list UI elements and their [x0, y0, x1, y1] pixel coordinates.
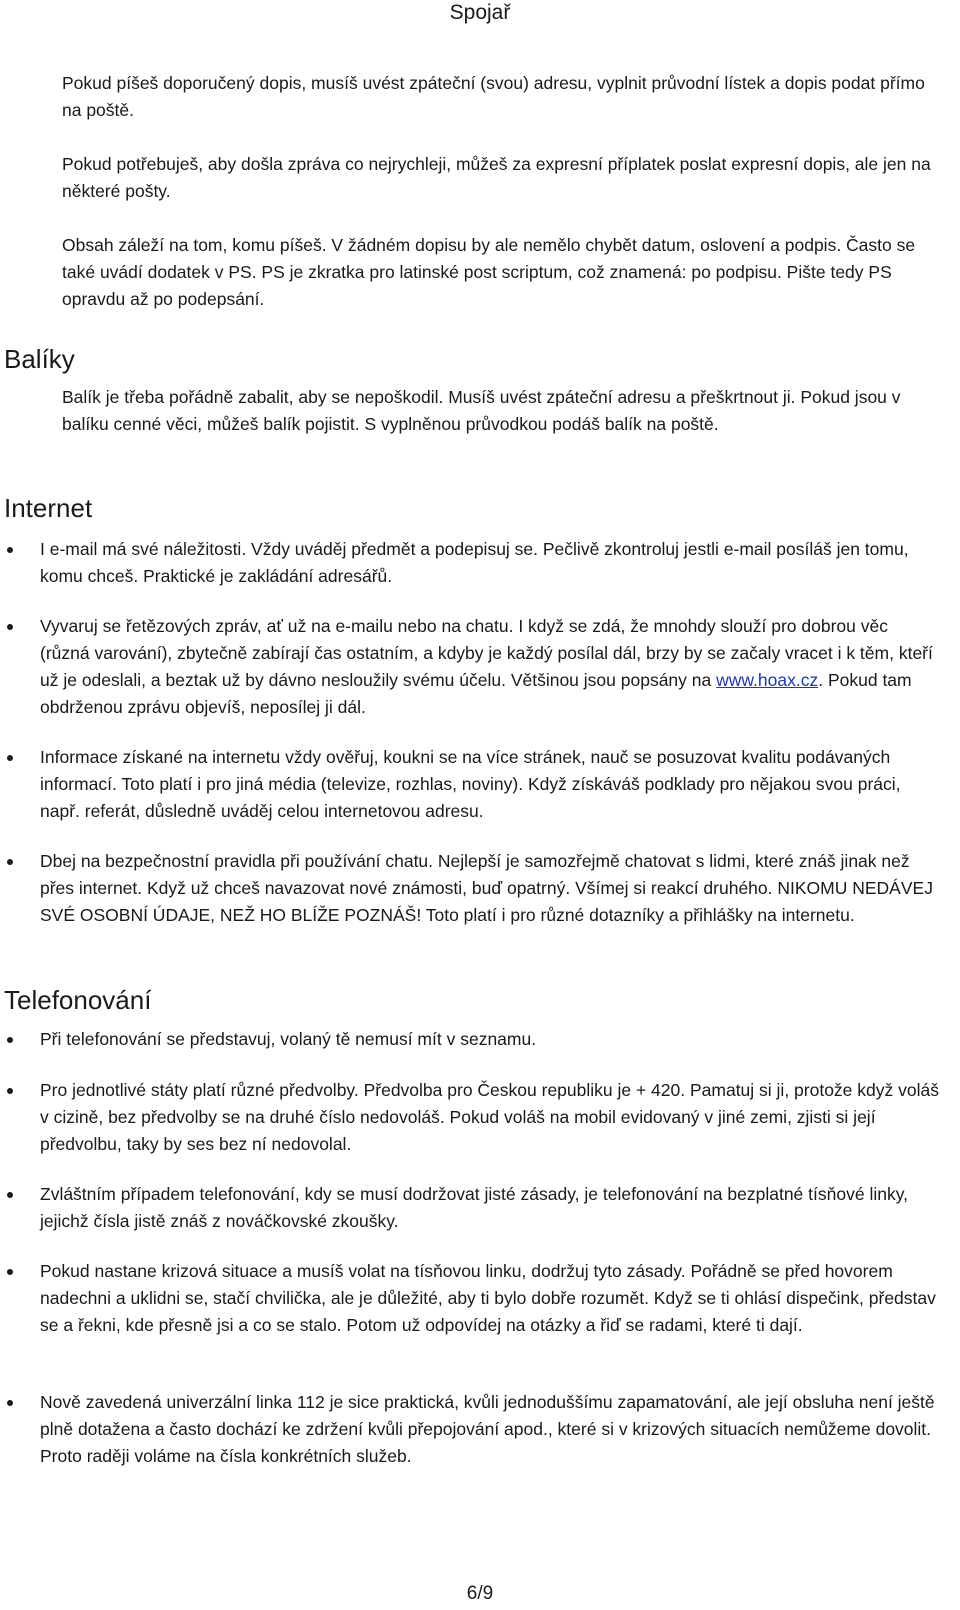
bullet-icon — [7, 1088, 13, 1094]
list-item-text: Vyvaruj se řetězových zpráv, ať už na e-mailu nebo na chatu. I když se zdá, že mnohdy slouží pro dobrou věc (různá varování), zbytečně zabírají čas ostatním, a kdyby je každý posílal dál, brzy by se začaly vracet i k těm, kteří už je odeslali, a beztak už by dávno nesloužily svému účelu. Většinou jsou popsány na — [40, 616, 933, 690]
bullet-icon — [7, 1400, 13, 1406]
list-item-prefixes — [40, 1077, 942, 1158]
list-item-text: Zvláštním případem telefonování, kdy se musí dodržovat jisté zásady, je telefonování na bezplatné tísňové linky, jejichž čísla jistě znáš z nováčkovské zkoušky. — [40, 1184, 909, 1231]
page-header: Spojař — [449, 1, 511, 24]
hoax-link[interactable]: www.hoax.cz — [716, 670, 819, 690]
list-item-chain-messages — [40, 613, 942, 721]
paragraph-baliky: Balík je třeba pořádně zabalit, aby se nepoškodil. Musíš uvést zpáteční adresu a přeškrtnout ji. Pokud jsou v balíku cenné věci, můžeš balík pojistit. S vyplněnou průvodkou podáš balík na poště. — [62, 387, 901, 434]
list-item-text: Nově zavedená univerzální linka 112 je sice praktická, kvůli jednoduššímu zapamatování, ale její obsluha není ještě plně dotažena a často dochází ke zdržení kvůli přepojování apod., které si v krizových situacích nemůžeme dovolit. Proto raději voláme na čísla konkrétních služeb. — [40, 1392, 935, 1466]
list-item-verify-info — [40, 744, 942, 825]
list-item-text: Dbej na bezpečnostní pravidla při používání chatu. Nejlepší je samozřejmě chatovat s lidmi, které znáš jinak než přes internet. Když už chceš navazovat nové známosti, buď opatrný. Všímej si reakcí druhého. NIKOMU NEDÁVEJ SVÉ OSOBNÍ ÚDAJE, NEŽ HO BLÍŽE POZNÁŠ! Toto platí i pro různé dotazníky a přihlášky na internetu. — [40, 851, 933, 925]
list-item-text-after-link: . Pokud tam obdrženou zprávu objevíš, neposílej ji dál. — [40, 670, 912, 717]
bullet-icon — [7, 859, 13, 865]
list-item-introduce — [40, 1026, 942, 1053]
list-item-text: Pokud nastane krizová situace a musíš volat na tísňovou linku, dodržuj tyto zásady. Pořádně se před hovorem nadechni a uklidni se, stačí chvilička, ale je důležité, aby ti bylo dobře rozumět. Když se ti ohlásí dispečink, představ se a řekni, kde přesně jsi a co se stalo. Potom už odpovídej na otázky a řiď se radami, které ti dají. — [40, 1261, 936, 1335]
paragraph-express-letter: Pokud potřebuješ, aby došla zpráva co nejrychleji, můžeš za expresní příplatek poslat expresní dopis, ale jen na některé pošty. — [62, 154, 931, 201]
bullet-icon — [7, 624, 13, 630]
bullet-icon — [7, 1269, 13, 1275]
section-heading-internet: Internet — [4, 493, 93, 523]
page-number: 6/9 — [466, 1583, 494, 1604]
bullet-icon — [7, 1192, 13, 1198]
list-item-line-112 — [40, 1389, 942, 1470]
section-heading-telefonovani: Telefonování — [4, 985, 152, 1015]
paragraph-letter-content: Obsah záleží na tom, komu píšeš. V žádném dopisu by ale nemělo chybět datum, oslovení a podpis. Často se také uvádí dodatek v PS. PS je zkratka pro latinské post scriptum, což znamená: po podpisu. Pište tedy PS opravdu až po podepsání. — [62, 235, 916, 309]
list-item-crisis-call — [40, 1258, 942, 1339]
paragraph-registered-letter: Pokud píšeš doporučený dopis, musíš uvést zpáteční (svou) adresu, vyplnit průvodní lístek a dopis podat přímo na poště. — [62, 73, 925, 120]
bullet-icon — [7, 1037, 13, 1043]
list-item-text: Při telefonování se představuj, volaný tě nemusí mít v seznamu. — [40, 1029, 537, 1049]
bullet-icon — [7, 547, 13, 553]
list-item-text: Informace získané na internetu vždy ověřuj, koukni se na více stránek, nauč se posuzovat kvalitu podávaných informací. Toto platí i pro jiná média (televize, rozhlas, noviny). Když získáváš podklady pro nějakou svou práci, např. referát, důsledně uváděj celou internetovou adresu. — [40, 747, 901, 821]
list-item-email — [40, 536, 942, 590]
bullet-icon — [7, 755, 13, 761]
list-item-text: Pro jednotlivé státy platí různé předvolby. Předvolba pro Českou republiku je + 420. Pamatuj si ji, protože když voláš v cizině, bez předvolby se na druhé číslo nedovoláš. Pokud voláš na mobil evidovaný v jiné zemi, zjisti si její předvolbu, taky by ses bez ní nedovolal. — [40, 1080, 939, 1154]
list-item-text: I e-mail má své náležitosti. Vždy uváděj předmět a podepisuj se. Pečlivě zkontroluj jestli e-mail posíláš jen tomu, komu chceš. Praktické je zakládání adresářů. — [40, 539, 909, 586]
section-heading-baliky: Balíky — [4, 344, 75, 374]
list-item-emergency-lines — [40, 1181, 942, 1235]
list-item-chat-safety — [40, 848, 942, 929]
